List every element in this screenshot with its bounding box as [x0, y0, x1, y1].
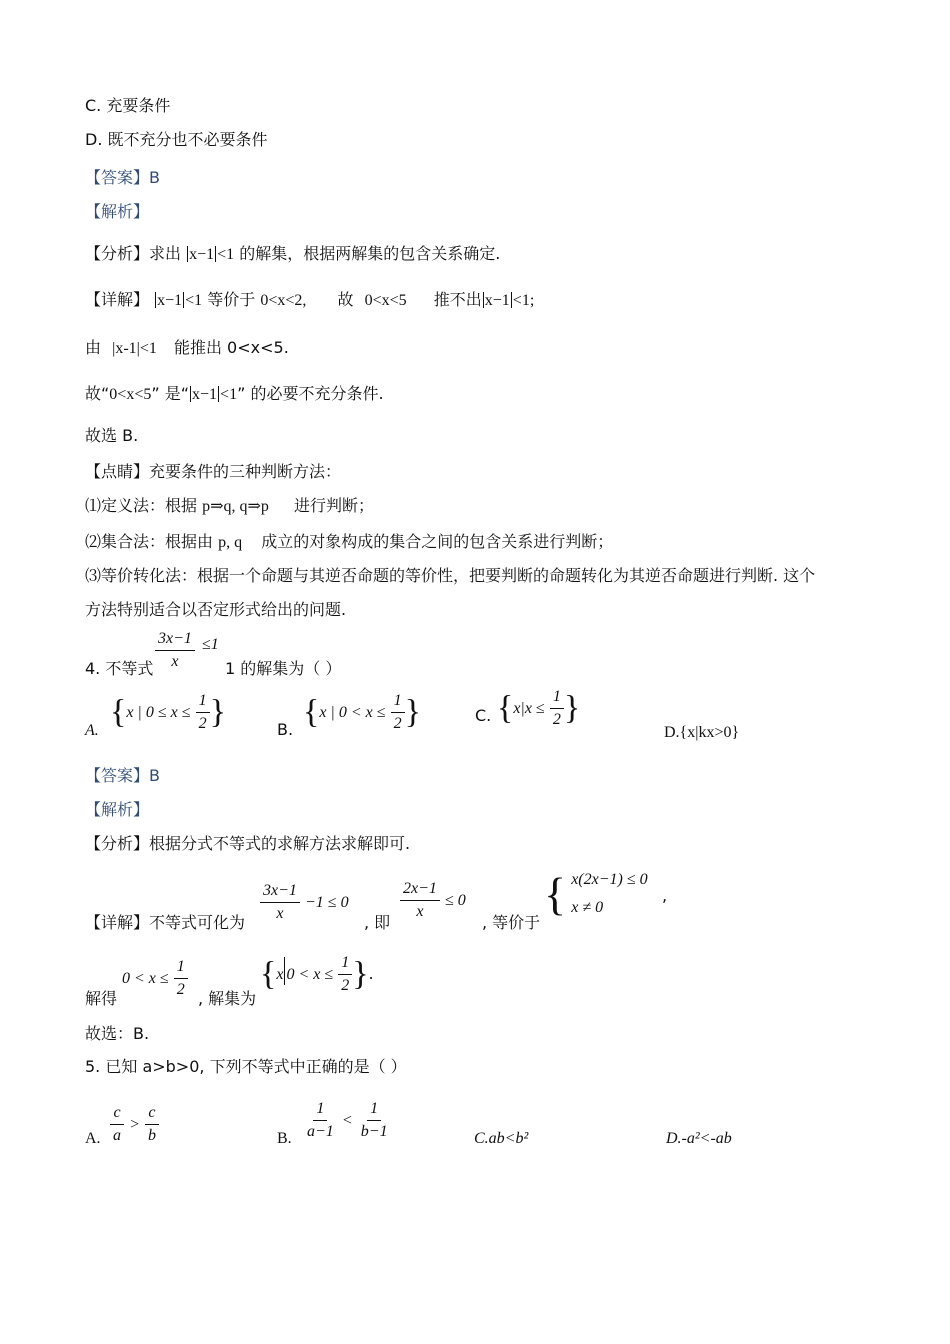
q4-opt-c-rbrace: }: [563, 689, 581, 727]
q4-opt-b-frac-num: 1: [391, 690, 405, 713]
q4-opt-c-set-text: x|x ≤: [513, 700, 545, 717]
gu-pre: 故“: [85, 384, 110, 403]
gu-abs: x−1: [192, 386, 218, 403]
q5-opt-a-d1: a: [113, 1127, 121, 1144]
fenxi-abs-expr: [186, 246, 234, 263]
q4-opt-b-lbrace: {: [303, 693, 320, 731]
q4-opt-c-set: [497, 686, 580, 731]
fenxi-pre: 求出: [149, 244, 182, 263]
method2-line: [85, 532, 613, 553]
gu-line: [85, 384, 384, 405]
q4-solve-label: 解得: [85, 989, 118, 1008]
detail-equiv: 等价于: [202, 290, 256, 309]
method2-post: 成立的对象构成的集合之间的包含关系进行判断；: [261, 532, 614, 551]
q4-opt-a-set-text: x | 0 ≤ x ≤: [126, 704, 191, 721]
q4-opt-c-frac-num: 1: [550, 686, 564, 709]
q4-detail-frac1: [260, 880, 300, 925]
method2-pre: ⑵集合法：根据由: [85, 532, 214, 551]
analysis-label: 【解析】: [85, 202, 150, 221]
q4-detail-frac2-wrap: [400, 878, 466, 923]
q4-fenxi-label: 【分析】: [85, 834, 150, 853]
q5-opt-b-d2: b−1: [360, 1123, 388, 1140]
q4-opt-a-frac: [196, 690, 210, 735]
q4-stem-le-one: [202, 636, 219, 653]
q4-choose-line: 故选：B.: [85, 1024, 150, 1043]
q4-detail-f2-tail: ≤ 0: [445, 892, 466, 909]
dianjing-text: 充要条件的三种判断方法：: [149, 462, 342, 481]
q5-stem: 5. 已知 a>b>0, 下列不等式中正确的是（ ）: [85, 1057, 407, 1076]
q4-solve-set-cond: 0 < x ≤: [286, 966, 334, 983]
q4-opt-b-frac: [391, 690, 405, 735]
q4-detail-equiv: , 等价于: [482, 913, 541, 932]
q4-answer-value: B: [149, 766, 160, 785]
fenxi-abs: x−1: [189, 246, 215, 263]
q4-opt-a-frac-num: 1: [196, 690, 210, 713]
q4-detail-sep: , 即: [364, 913, 391, 932]
q4-system-line2: x ≠ 0: [571, 899, 604, 916]
q4-stem-one-text: 1: [225, 659, 236, 678]
q4-opt-a-set: [110, 690, 226, 735]
q4-system-comma: ,: [662, 886, 668, 905]
gu-expr: 0<x<5: [109, 386, 152, 403]
answer-line: [85, 168, 160, 188]
q4-detail-label: 【详解】: [85, 913, 150, 932]
dianjing-label: 【点睛】: [85, 462, 150, 481]
detail-range: 0<x<2,: [260, 292, 307, 309]
you-line: [85, 338, 289, 359]
method1-post: 进行判断；: [294, 496, 375, 515]
q4-opt-a-lbrace: {: [110, 693, 127, 731]
detail-abs2-expr: [482, 292, 535, 309]
q4-solve-rbrace: }: [352, 955, 369, 993]
gu-lt: <1: [220, 386, 238, 403]
q4-opt-c-frac: [550, 686, 564, 731]
q4-solve-frac-den: 2: [176, 981, 185, 998]
q5-opt-a-d2: b: [147, 1127, 156, 1144]
q4-stem-fraction: [155, 628, 219, 673]
answer-value: B: [149, 168, 160, 187]
q4-opt-b-frac-den: 2: [393, 715, 402, 732]
q4-opt-b-rbrace: }: [404, 693, 421, 731]
q4-opt-b-label: B.: [277, 720, 294, 739]
you-label: 由: [85, 338, 102, 357]
q4-system: [544, 866, 648, 922]
q5-opt-b-expr: [304, 1098, 391, 1143]
gu-mid: ” 是“: [151, 384, 190, 403]
detail-lt: <1: [185, 292, 203, 309]
gu-abs-expr: [189, 386, 237, 403]
q4-detail-f2-den: x: [416, 903, 424, 920]
q4-solve-set-frac-den: 2: [341, 977, 350, 994]
option-c-line: C. 充要条件: [85, 96, 171, 115]
q4-solve-lbrace: {: [260, 955, 277, 993]
q4-opt-c-lbrace: {: [497, 689, 514, 727]
detail-range2: 0<x<5: [364, 292, 407, 309]
q4-system-line1: x(2x−1) ≤ 0: [571, 871, 648, 888]
q5-opt-b-n1: 1: [313, 1098, 327, 1121]
fenxi-label: 【分析】: [85, 244, 150, 263]
q4-fenxi-line: [85, 834, 410, 854]
q5-opt-a-label: A.: [85, 1130, 101, 1147]
detail-abs: x−1: [157, 292, 183, 309]
q4-solve-frac-num: 1: [174, 956, 188, 979]
q5-opt-b-frac2: [358, 1098, 391, 1143]
q4-detail-frac2: [400, 878, 440, 923]
fenxi-post: 的解集，根据两解集的包含关系确定.: [234, 244, 501, 263]
q4-opt-d: D.{x|kx>0}: [664, 724, 740, 741]
q5-opt-b-d1: a−1: [307, 1123, 334, 1140]
q5-opt-b-op: <: [341, 1112, 353, 1129]
q4-stem-le: ≤: [202, 636, 211, 653]
detail-line: [85, 290, 534, 311]
q4-solve-expr-text: 0 < x ≤: [122, 970, 169, 987]
q5-opt-b-n2: 1: [367, 1098, 381, 1121]
q4-opt-b-set: [303, 690, 421, 735]
q4-opt-b-set-text: x | 0 < x ≤: [319, 704, 386, 721]
q5-opt-a-op: >: [129, 1116, 140, 1133]
method1-line: [85, 496, 374, 517]
q4-answer-line: [85, 766, 160, 786]
q4-opt-a-label: [85, 720, 99, 740]
q5-opt-c: C.ab<b²: [474, 1130, 529, 1147]
q5-opt-a-frac2: [145, 1102, 159, 1147]
fenxi-lt: <1: [217, 246, 235, 263]
q4-solve-set-x: x: [276, 966, 284, 983]
q4-stem-post: 的解集为（ ）: [240, 659, 342, 678]
q4-opt-c-label: C.: [475, 706, 492, 725]
method3-line1: ⑶等价转化法：根据一个命题与其逆否命题的等价性，把要判断的命题转化为其逆否命题进行判断. 这个: [85, 566, 816, 585]
q4-detail-body: 不等式可化为: [149, 913, 246, 932]
q4-opt-a-label-text: A.: [85, 722, 99, 739]
method1-pre: ⑴定义法：根据: [85, 496, 198, 515]
q4-detail-text: [85, 910, 245, 933]
detail-abs2: x−1: [484, 292, 510, 309]
detail-gu: 故: [337, 290, 354, 309]
dianjing-line: [85, 462, 341, 482]
q4-opt-c-frac-den: 2: [552, 711, 561, 728]
answer-label: 【答案】: [85, 168, 150, 187]
q4-solve-set: [260, 952, 374, 997]
gu-post: ” 的必要不充分条件.: [237, 384, 384, 403]
q4-solve-frac: [174, 956, 188, 1001]
q4-answer-label: 【答案】: [85, 766, 150, 785]
q4-stem-den: x: [171, 653, 179, 670]
q5-opt-a-frac1: [110, 1102, 124, 1147]
detail-abs-expr: [154, 292, 202, 309]
option-d-line: D. 既不充分也不必要条件: [85, 130, 268, 149]
q5-opt-d: D.-a²<-ab: [666, 1130, 732, 1147]
detail-lt2: <1;: [512, 292, 535, 309]
q5-opt-a-n1: c: [110, 1102, 123, 1125]
q4-system-brace: {: [544, 868, 567, 920]
q4-system-lines: [571, 866, 647, 922]
q4-detail-f1-num: 3x−1: [260, 880, 300, 903]
method2-expr: p, q: [218, 534, 243, 551]
q4-solve-mid: , 解集为: [198, 989, 257, 1008]
fenxi-line: [85, 244, 500, 265]
method3-line2: 方法特别适合以否定形式给出的问题.: [85, 600, 347, 619]
q4-detail-f1-tail: −1 ≤ 0: [305, 894, 349, 911]
q4-stem-one: 1: [210, 636, 219, 653]
q4-fenxi-text: 根据分式不等式的求解方法求解即可.: [149, 834, 411, 853]
q4-solve-expr: [122, 956, 188, 1001]
q4-opt-a-frac-den: 2: [198, 715, 207, 732]
q4-detail-f2-num: 2x−1: [400, 878, 440, 901]
method1-expr: p⇒q, q⇒p: [202, 498, 269, 515]
detail-label: 【详解】: [85, 290, 150, 309]
detail-cannot: 推不出: [433, 290, 482, 309]
q4-solve-period: .: [368, 964, 374, 983]
q4-solve-set-frac: [338, 952, 352, 997]
q4-detail-f1-den: x: [276, 905, 284, 922]
q5-opt-b-frac1: [304, 1098, 337, 1143]
q4-stem-post-wrap: [225, 656, 341, 679]
q4-opt-a-rbrace: }: [209, 693, 226, 731]
q4-detail-frac1-wrap: [260, 880, 349, 925]
q5-opt-a-n2: c: [145, 1102, 158, 1125]
q5-opt-b-label: B.: [277, 1130, 292, 1147]
q4-analysis-label: 【解析】: [85, 800, 150, 819]
q4-stem-num: 3x−1: [155, 628, 195, 651]
choose-line: 故选 B.: [85, 426, 139, 445]
q5-opt-a-expr: [110, 1102, 159, 1147]
q4-stem-frac: [155, 628, 195, 673]
you-post: 能推出 0<x<5.: [173, 338, 289, 357]
q4-stem-pre: 4. 不等式: [85, 659, 154, 678]
q4-solve-set-frac-num: 1: [338, 952, 352, 975]
you-expr: |x-1|<1: [112, 340, 157, 357]
